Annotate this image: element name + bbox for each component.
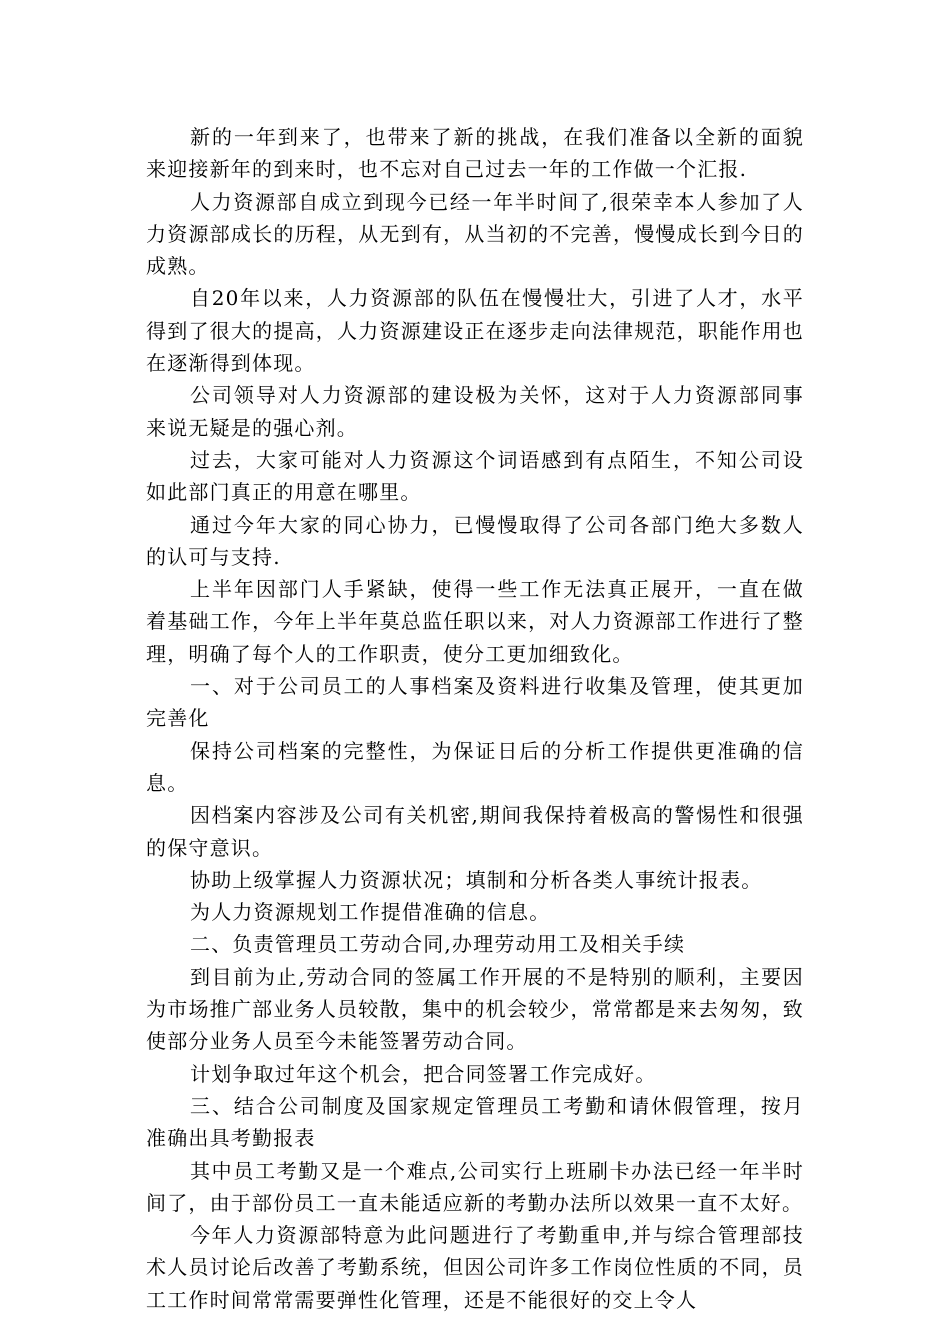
paragraph-12: 到目前为止,劳动合同的签属工作开展的不是特别的顺利，主要因为市场推广部业务人员较散，集中的机会较少，常常都是来去匆匆，致使部分业务人员至今未能签署劳动合同。 — [146, 964, 804, 1054]
paragraph-14: 其中员工考勤又是一个难点,公司实行上班刷卡办法已经一年半时间了，由于部份员工一直未能适应新的考勤办法所以效果一直不太好。 — [146, 1158, 804, 1215]
paragraph-6: 通过今年大家的同心协力，已慢慢取得了公司各部门绝大多数人的认可与支持. — [146, 512, 804, 569]
section-heading-3: 三、结合公司制度及国家规定管理员工考勤和请休假管理，按月准确出具考勤报表 — [146, 1093, 804, 1151]
paragraph-5: 过去，大家可能对人力资源这个词语感到有点陌生，不知公司设如此部门真正的用意在哪里。 — [146, 447, 804, 505]
paragraph-13: 计划争取过年这个机会，把合同签署工作完成好。 — [190, 1061, 657, 1086]
paragraph-15: 今年人力资源部特意为此问题进行了考勤重申,并与综合管理部技术人员讨论后改善了考勤系统，但因公司许多工作岗位性质的不同，员工工作时间常常需要弹性化管理，还是不能很好的交上令人 — [146, 1223, 804, 1312]
section-heading-2: 二、负责管理员工劳动合同,办理劳动用工及相关手续 — [190, 932, 686, 957]
paragraph-9: 因档案内容涉及公司有关机密,期间我保持着极高的警惕性和很强的保守意识。 — [146, 803, 804, 860]
document-body — [146, 121, 804, 1316]
section-heading-1: 一、对于公司员工的人事档案及资料进行收集及管理，使其更加完善化 — [146, 674, 804, 731]
paragraph-4: 公司领导对人力资源部的建设极为关怀，这对于人力资源部同事来说无疑是的强心剂。 — [146, 383, 804, 440]
paragraph-10: 协助上级掌握人力资源状况；填制和分析各类人事统计报表。 — [190, 867, 763, 892]
paragraph-8: 保持公司档案的完整性，为保证日后的分析工作提供更准确的信息。 — [146, 738, 804, 795]
paragraph-2: 人力资源部自成立到现今已经一年半时间了,很荣幸本人参加了人力资源部成长的历程，从无到有，从当初的不完善，慢慢成长到今日的成熟。 — [146, 189, 804, 279]
paragraph-11: 为人力资源规划工作提借准确的信息。 — [190, 900, 551, 925]
paragraph-7: 上半年因部门人手紧缺，使得一些工作无法真正展开，一直在做着基础工作，今年上半年莫总监任职以来，对人力资源部工作进行了整理，明确了每个人的工作职责，使分工更加细致化。 — [146, 577, 804, 666]
paragraph-3: 自20年以来，人力资源部的队伍在慢慢壮大，引进了人才，水平得到了很大的提高，人力资源建设正在逐步走向法律规范，职能作用也在逐渐得到体现。 — [146, 286, 804, 376]
paragraph-1: 新的一年到来了，也带来了新的挑战，在我们准备以全新的面貌来迎接新年的到来时，也不忘对自己过去一年的工作做一个汇报. — [146, 125, 804, 182]
